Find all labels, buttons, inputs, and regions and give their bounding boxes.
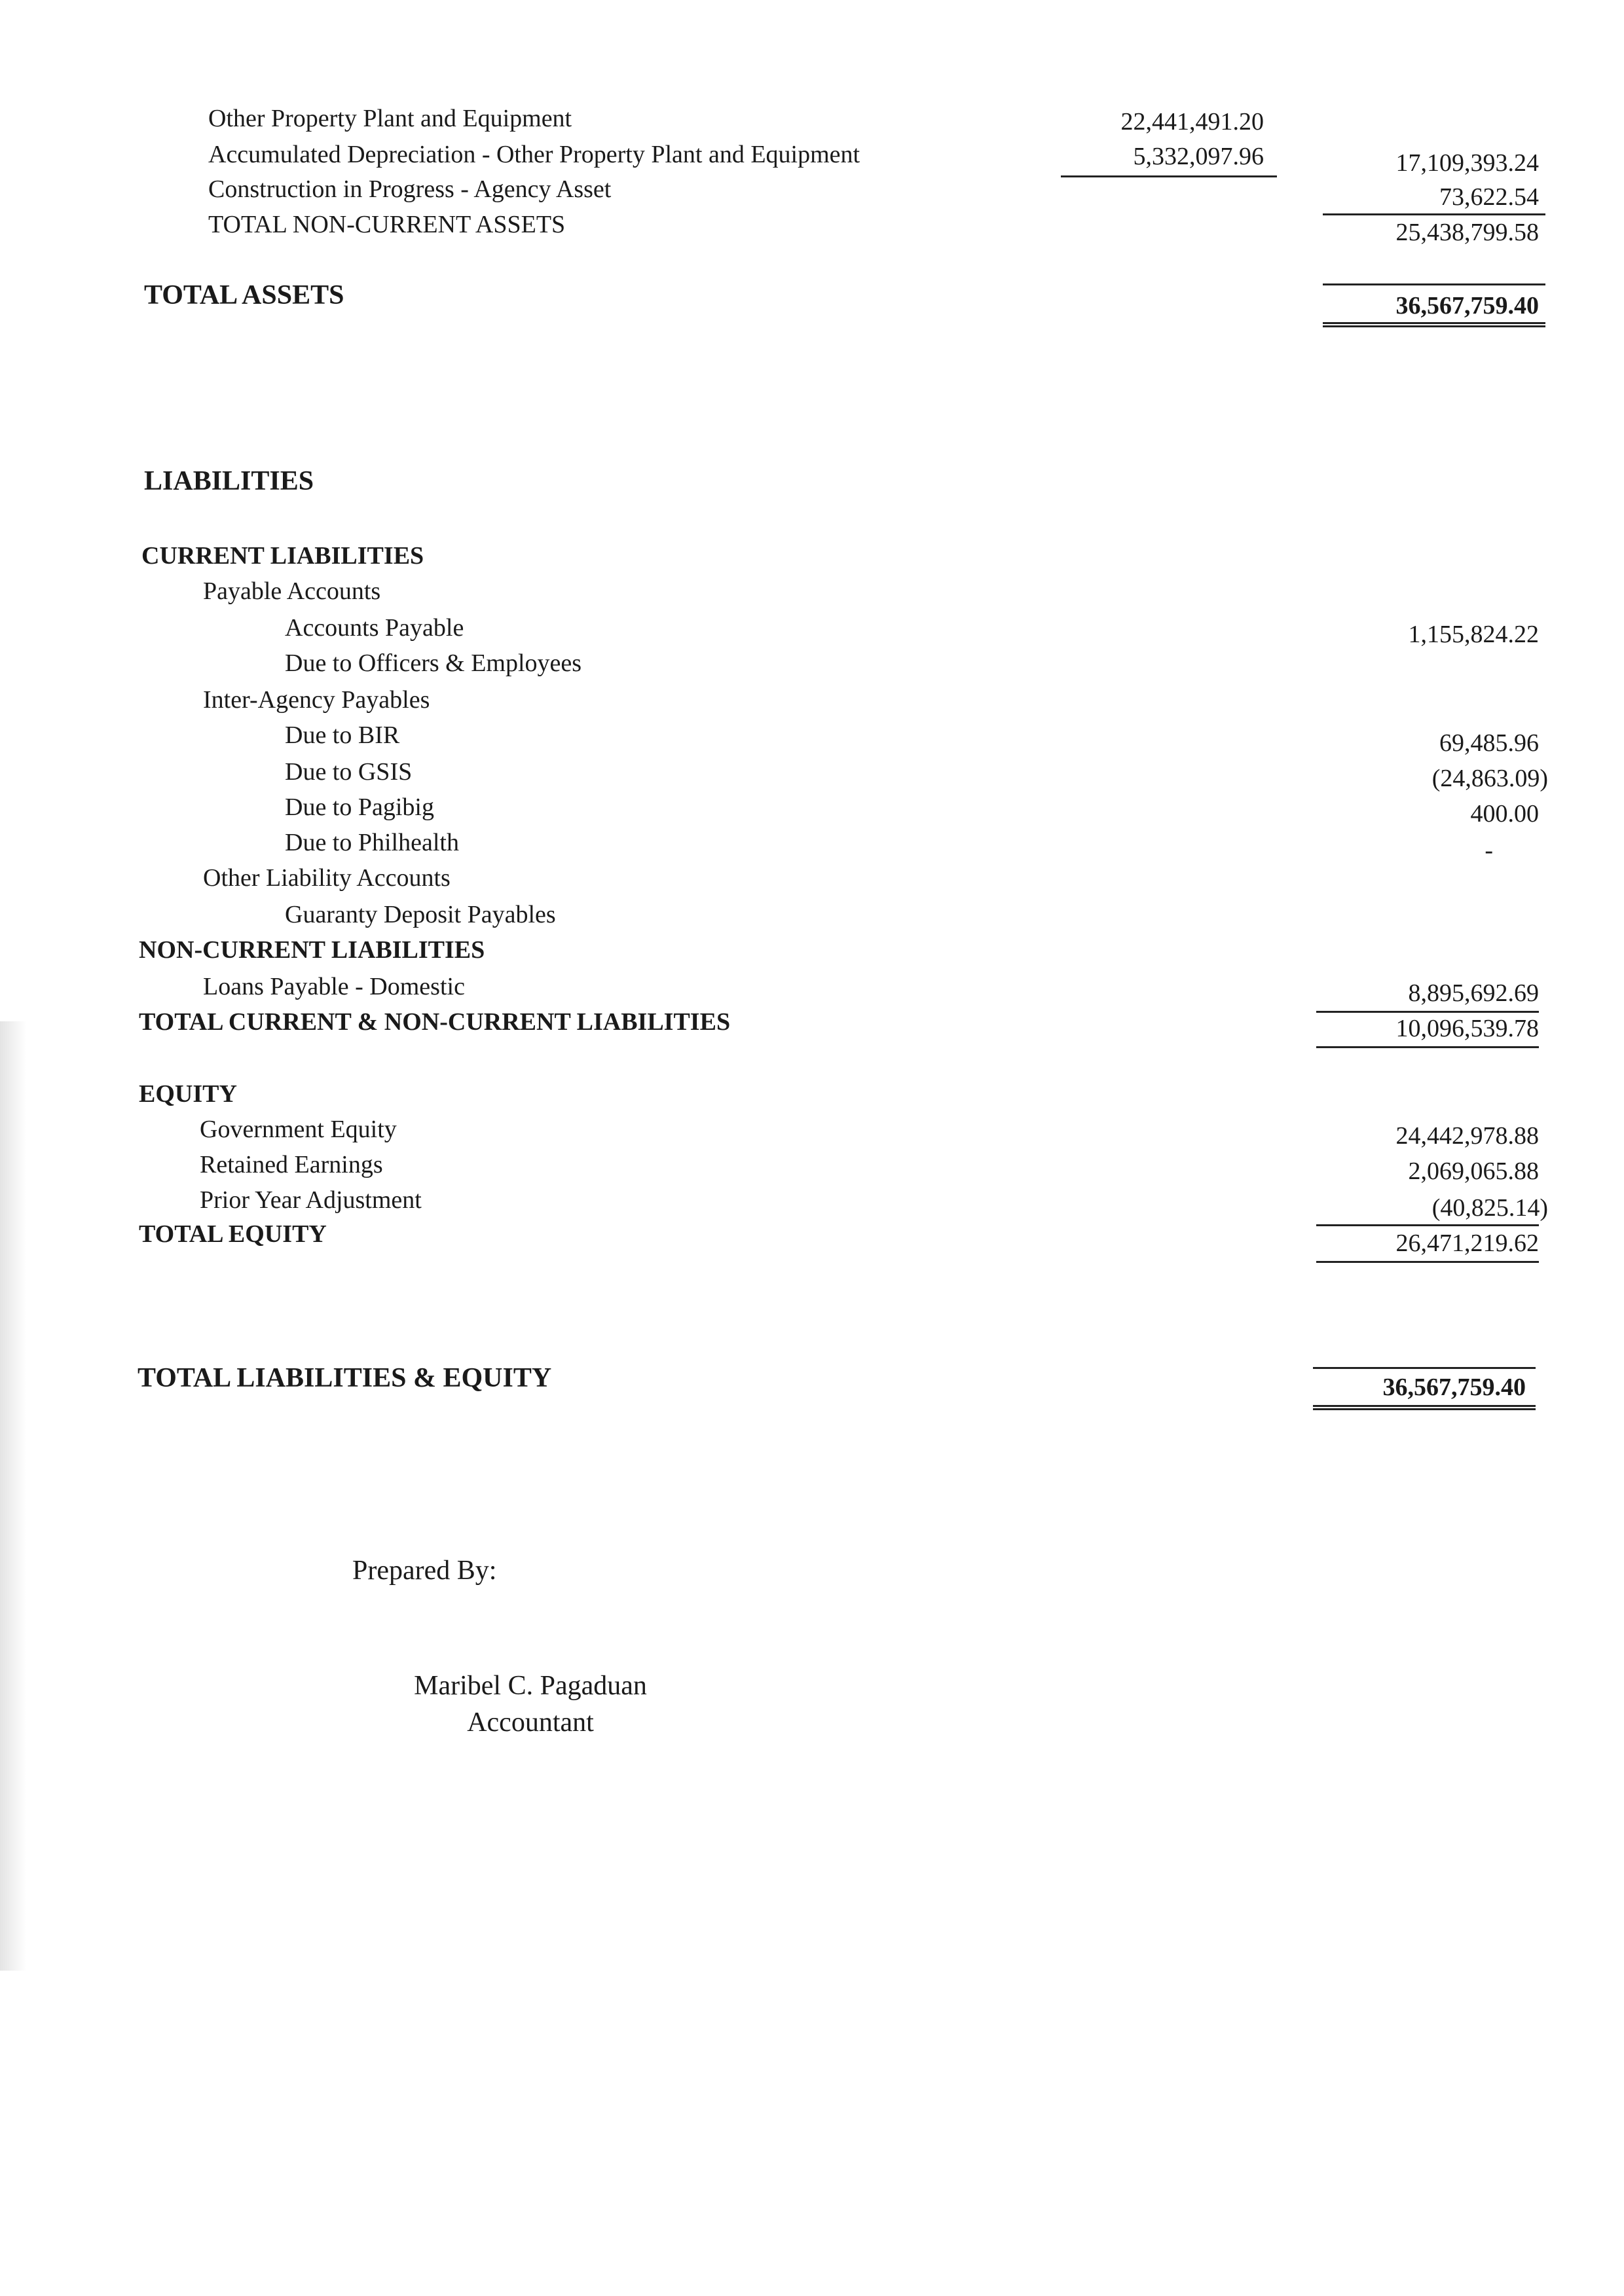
prior-year-amount: (40,825.14) <box>1431 1194 1548 1222</box>
total-assets-amount: 36,567,759.40 <box>1395 292 1539 319</box>
loans-amount: 8,895,692.69 <box>1408 979 1539 1007</box>
other-ppe-label: Other Property Plant and Equipment <box>208 105 572 132</box>
total-noncurrent-label: TOTAL NON-CURRENT ASSETS <box>208 211 566 238</box>
due-bir-amount: 69,485.96 <box>1439 729 1539 757</box>
due-pagibig-label: Due to Pagibig <box>285 793 434 821</box>
signatory-title: Accountant <box>467 1707 594 1738</box>
liabilities-heading: LIABILITIES <box>144 466 314 496</box>
noncurrent-liabilities-heading: NON-CURRENT LIABILITIES <box>139 936 485 964</box>
retained-earnings-amount: 2,069,065.88 <box>1408 1157 1539 1185</box>
due-philhealth-amount: - <box>1485 837 1493 864</box>
total-equity-amount: 26,471,219.62 <box>1395 1230 1539 1257</box>
total-liabilities-label: TOTAL CURRENT & NON-CURRENT LIABILITIES <box>139 1008 731 1036</box>
double-rule-grand-total <box>1313 1405 1536 1410</box>
inter-agency-label: Inter-Agency Payables <box>203 686 430 714</box>
guaranty-label: Guaranty Deposit Payables <box>285 901 556 928</box>
rule-above-grand-total <box>1313 1367 1536 1369</box>
scan-shadow <box>0 1021 26 1971</box>
cip-label: Construction in Progress - Agency Asset <box>208 175 612 203</box>
rule-above-total-assets <box>1323 283 1545 285</box>
due-officers-label: Due to Officers & Employees <box>285 649 582 677</box>
double-rule-total-assets <box>1323 322 1545 327</box>
accounts-payable-label: Accounts Payable <box>285 614 464 642</box>
due-philhealth-label: Due to Philhealth <box>285 829 459 856</box>
due-gsis-amount: (24,863.09) <box>1431 765 1548 792</box>
signatory-name: Maribel C. Pagaduan <box>414 1671 647 1701</box>
total-equity-label: TOTAL EQUITY <box>139 1220 327 1248</box>
underline-cip <box>1323 213 1545 215</box>
due-pagibig-amount: 400.00 <box>1470 800 1539 828</box>
total-assets-label: TOTAL ASSETS <box>144 280 344 310</box>
total-noncurrent-amount: 25,438,799.58 <box>1395 219 1539 246</box>
underline-total-equity <box>1316 1261 1539 1263</box>
payable-accounts-label: Payable Accounts <box>203 577 381 605</box>
ppe-net-amount: 17,109,393.24 <box>1395 149 1539 177</box>
accum-dep-amount: 5,332,097.96 <box>1133 143 1264 170</box>
due-bir-label: Due to BIR <box>285 721 400 749</box>
accounts-payable-amount: 1,155,824.22 <box>1408 621 1539 648</box>
retained-earnings-label: Retained Earnings <box>200 1151 383 1178</box>
other-ppe-amount: 22,441,491.20 <box>1120 108 1264 136</box>
due-gsis-label: Due to GSIS <box>285 758 413 786</box>
underline-prior-year <box>1316 1224 1539 1226</box>
underline-accum-dep <box>1061 175 1277 177</box>
prepared-by-label: Prepared By: <box>352 1556 497 1586</box>
accum-dep-label: Accumulated Depreciation - Other Property Plant and Equipment <box>208 141 860 168</box>
underline-loans <box>1316 1011 1539 1013</box>
total-liabilities-amount: 10,096,539.78 <box>1395 1015 1539 1042</box>
equity-heading: EQUITY <box>139 1080 237 1108</box>
total-liab-equity-amount: 36,567,759.40 <box>1382 1374 1526 1401</box>
current-liabilities-heading: CURRENT LIABILITIES <box>141 542 424 570</box>
other-liability-label: Other Liability Accounts <box>203 864 451 892</box>
prior-year-label: Prior Year Adjustment <box>200 1186 422 1214</box>
cip-amount: 73,622.54 <box>1439 183 1539 211</box>
government-equity-label: Government Equity <box>200 1116 397 1143</box>
underline-total-liabilities <box>1316 1046 1539 1048</box>
loans-label: Loans Payable - Domestic <box>203 973 465 1000</box>
government-equity-amount: 24,442,978.88 <box>1395 1122 1539 1150</box>
total-liab-equity-label: TOTAL LIABILITIES & EQUITY <box>138 1363 552 1393</box>
